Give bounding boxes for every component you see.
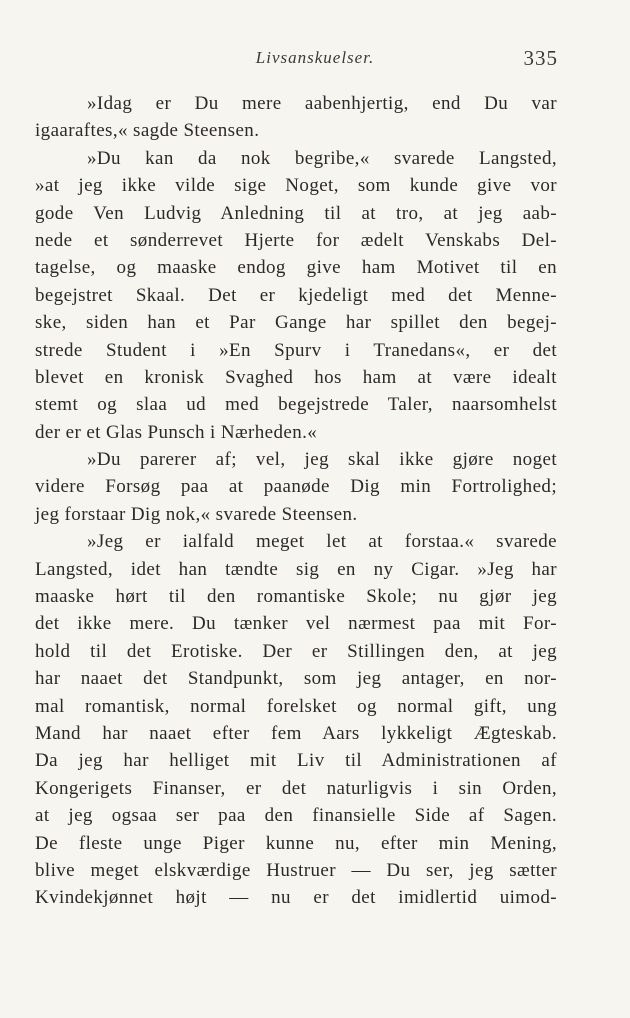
text-line: blevet en kronisk Svaghed hos ham at være idealt: [35, 366, 557, 388]
text-line: igaaraftes,« sagde Steensen.: [35, 120, 260, 142]
text-line: at jeg ogsaa ser paa den finansielle Side af Sagen.: [35, 805, 557, 827]
text-line: De fleste unge Piger kunne nu, efter min Mening,: [35, 832, 557, 854]
text-line: »Du parerer af; vel, jeg skal ikke gjøre noget: [87, 449, 557, 471]
text-line: begejstret Skaal. Det er kjedeligt med det Menne-: [35, 284, 557, 306]
text-line: videre Forsøg paa at paanøde Dig min Fortrolighed;: [35, 476, 557, 498]
text-line: hold til det Erotiske. Der er Stillingen den, at jeg: [35, 640, 557, 662]
text-line: maaske hørt til den romantiske Skole; nu gjør jeg: [35, 586, 557, 608]
text-line: har naaet det Standpunkt, som jeg antager, en nor-: [35, 668, 557, 690]
text-line: nede et sønderrevet Hjerte for ædelt Venskabs Del-: [35, 229, 557, 251]
text-line: strede Student i »En Spurv i Tranedans«, er det: [35, 339, 557, 361]
text-line: stemt og slaa ud med begejstrede Taler, naarsomhelst: [35, 394, 557, 416]
text-line: Kvindekjønnet højt — nu er det imidlertid uimod-: [35, 887, 557, 909]
text-line: Da jeg har helliget mit Liv til Administrationen af: [35, 750, 557, 772]
text-line: der er et Glas Punsch i Nærheden.«: [35, 421, 318, 443]
running-title: Livsanskuelser.: [255, 48, 375, 67]
body-text: [35, 90, 557, 912]
text-line: Langsted, idet han tændte sig en ny Cigar. »Jeg har: [35, 558, 557, 580]
text-line: jeg forstaar Dig nok,« svarede Steensen.: [35, 503, 358, 525]
text-line: blive meget elskværdige Hustruer — Du ser, jeg sætter: [35, 859, 557, 881]
text-line: mal romantisk, normal forelsket og normal gift, ung: [35, 695, 557, 717]
text-line: tagelse, og maaske endog give ham Motivet til en: [35, 257, 557, 279]
text-line: »Jeg er ialfald meget let at forstaa.« svarede: [87, 531, 557, 553]
text-line: gode Ven Ludvig Anledning til at tro, at jeg aab-: [35, 202, 557, 224]
text-line: det ikke mere. Du tænker vel nærmest paa mit For-: [35, 613, 557, 635]
text-line: Mand har naaet efter fem Aars lykkeligt Ægteskab.: [35, 722, 557, 744]
text-line: »Du kan da nok begribe,« svarede Langsted,: [87, 147, 557, 169]
page-number: 335: [523, 46, 558, 70]
text-line: ske, siden han et Par Gange har spillet den begej-: [35, 312, 557, 334]
text-line: »Idag er Du mere aabenhjertig, end Du var: [87, 93, 557, 114]
text-line: »at jeg ikke vilde sige Noget, som kunde give vor: [35, 175, 557, 197]
text-line: Kongerigets Finanser, er det naturligvis i sin Orden,: [35, 777, 557, 799]
